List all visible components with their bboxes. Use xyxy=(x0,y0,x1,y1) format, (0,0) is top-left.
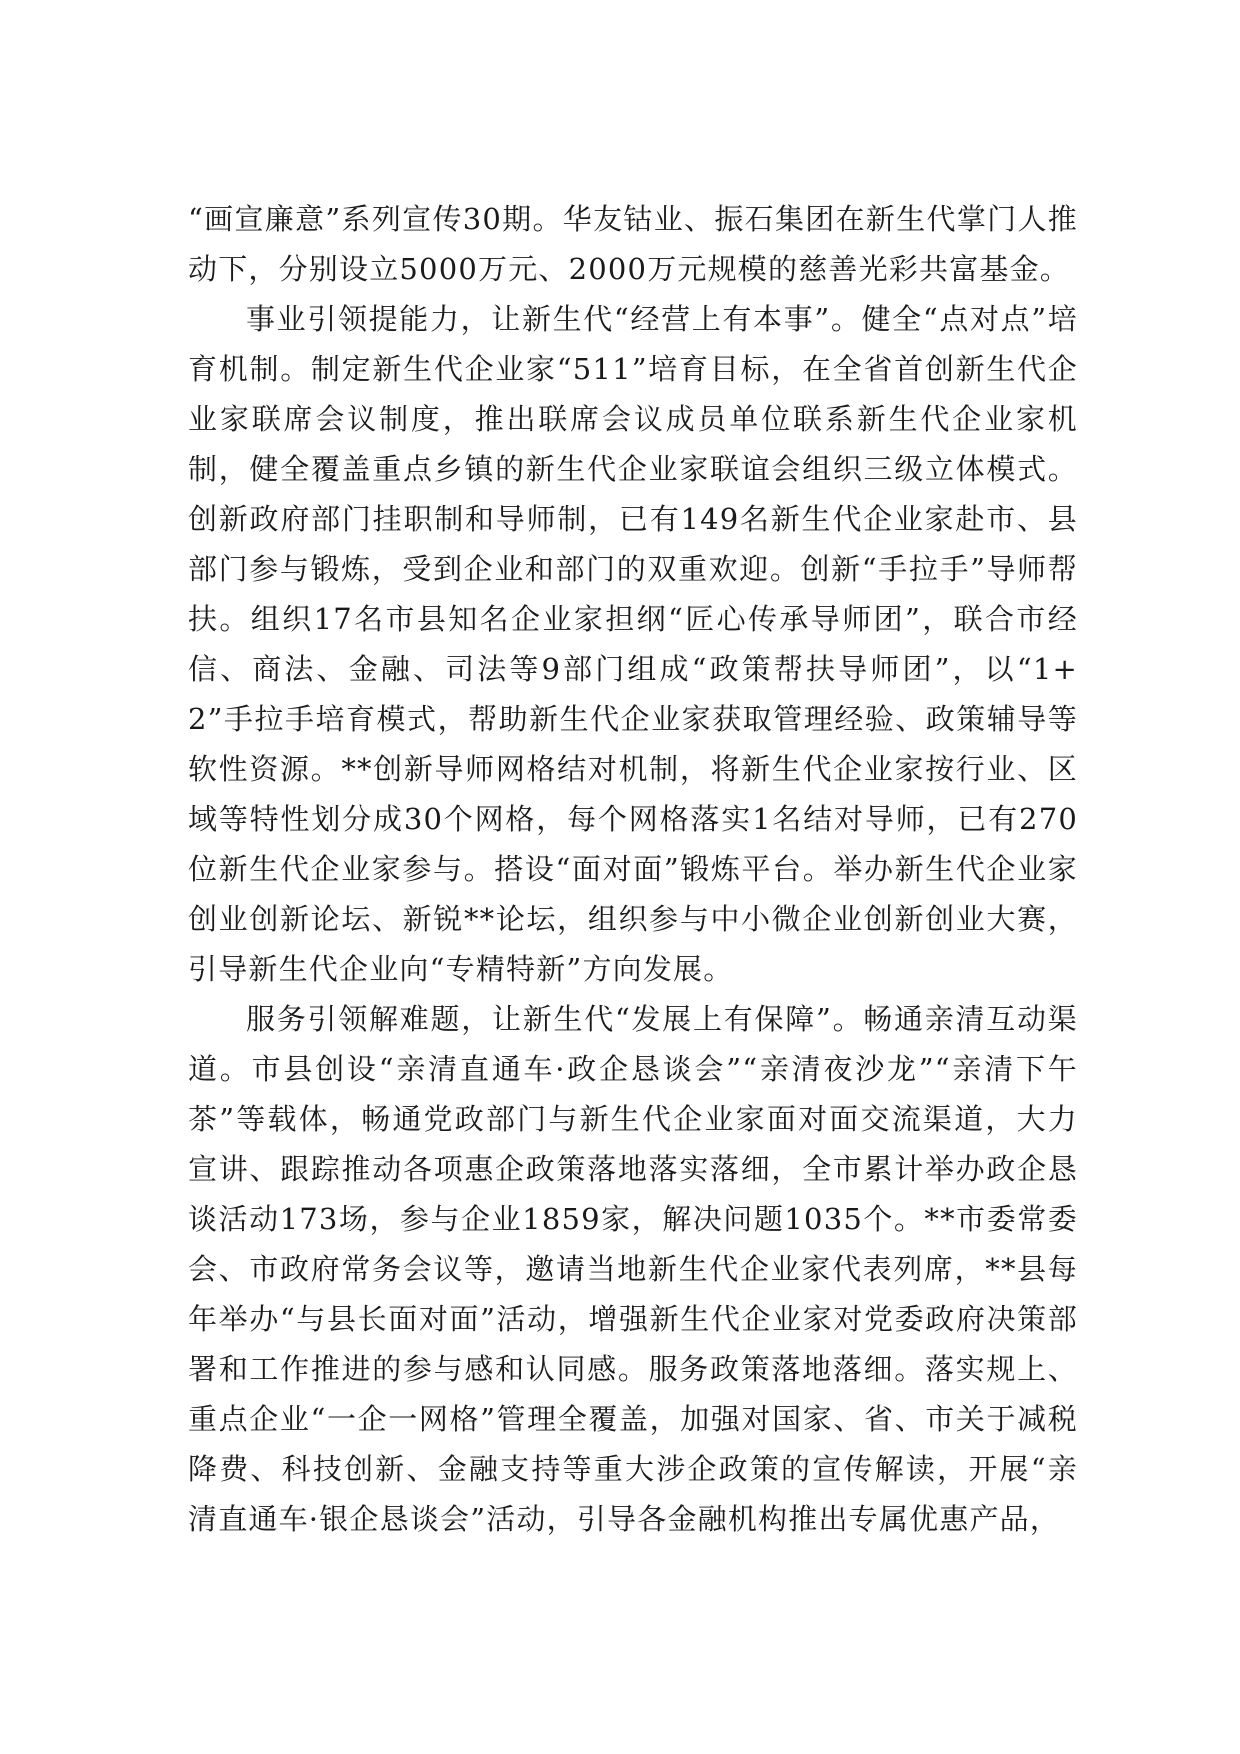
paragraph-1: “画宣廉意”系列宣传30期。华友钴业、振石集团在新生代掌门人推动下，分别设立5000万元、2000万元规模的慈善光彩共富基金。 xyxy=(188,202,1078,286)
paragraph-3: 服务引领解难题，让新生代“发展上有保障”。畅通亲清互动渠道。市县创设“亲清直通车·政企恳谈会”“亲清夜沙龙”“亲清下午茶”等载体，畅通党政部门与新生代企业家面对面交流渠道，大力宣讲、跟踪推动各项惠企政策落地落实落细，全市累计举办政企恳谈活动173场，参与企业1859家，解决问题1035个。**市委常委会、市政府常务会议等，邀请当地新生代企业家代表列席，**县每年举办“与县长面对面”活动，增强新生代企业家对党委政府决策部署和工作推进的参与感和认同感。服务政策落地落细。落实规上、重点企业“一企一网格”管理全覆盖，加强对国家、省、市关于减税降费、科技创新、金融支持等重大涉企政策的宣传解读，开展“亲清直通车·银企恳谈会”活动，引导各金融机构推出专属优惠产品， xyxy=(188,1002,1078,1536)
paragraph-2: 事业引领提能力，让新生代“经营上有本事”。健全“点对点”培育机制。制定新生代企业家“511”培育目标，在全省首创新生代企业家联席会议制度，推出联席会议成员单位联系新生代企业家机制，健全覆盖重点乡镇的新生代企业家联谊会组织三级立体模式。创新政府部门挂职制和导师制，已有149名新生代企业家赴市、县部门参与锻炼，受到企业和部门的双重欢迎。创新“手拉手”导师帮扶。组织17名市县知名企业家担纲“匠心传承导师团”，联合市经信、商法、金融、司法等9部门组成“政策帮扶导师团”，以“1+2”手拉手培育模式，帮助新生代企业家获取管理经验、政策辅导等软性资源。**创新导师网格结对机制，将新生代企业家按行业、区域等特性划分成30个网格，每个网格落实1名结对导师，已有270位新生代企业家参与。搭设“面对面”锻炼平台。举办新生代企业家创业创新论坛、新锐**论坛，组织参与中小微企业创新创业大赛，引导新生代企业向“专精特新”方向发展。 xyxy=(188,302,1078,986)
document-body xyxy=(188,194,1078,1544)
